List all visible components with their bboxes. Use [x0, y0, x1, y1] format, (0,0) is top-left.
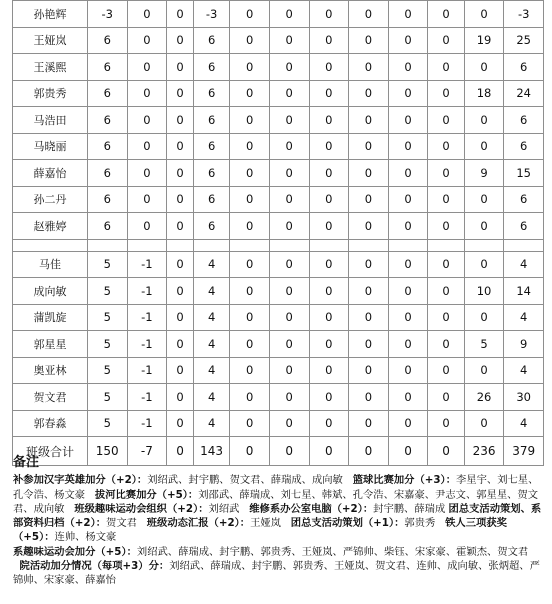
score-cell: 4 [193, 278, 229, 305]
score-cell: 0 [388, 410, 428, 437]
score-cell: 0 [464, 107, 504, 134]
note-heading: 补参加汉字英雄加分（+2）： [13, 474, 148, 487]
table-row [13, 80, 544, 107]
score-cell: 0 [167, 357, 194, 384]
table-row [13, 278, 544, 305]
score-cell: -1 [127, 357, 167, 384]
score-cell: 30 [504, 384, 544, 411]
student-name: 孙艳辉 [13, 1, 88, 28]
score-cell: 4 [193, 251, 229, 278]
score-cell: -1 [127, 251, 167, 278]
score-cell: 0 [428, 27, 464, 54]
score-cell: 0 [269, 213, 309, 240]
score-cell: 0 [388, 186, 428, 213]
score-cell: 0 [388, 213, 428, 240]
score-cell: 0 [428, 186, 464, 213]
score-cell: 0 [230, 1, 270, 28]
notes-section [13, 456, 545, 588]
score-cell: 6 [87, 54, 127, 81]
score-cell: 0 [464, 357, 504, 384]
score-cell: 0 [167, 54, 194, 81]
score-cell: 0 [167, 278, 194, 305]
score-cell: 0 [388, 331, 428, 358]
score-cell: -1 [127, 304, 167, 331]
total-cell: 0 [230, 437, 270, 466]
score-cell: 0 [230, 384, 270, 411]
student-name: 薛嘉怡 [13, 160, 88, 187]
score-cell: 4 [193, 304, 229, 331]
score-cell: 0 [309, 278, 349, 305]
score-cell: 0 [167, 107, 194, 134]
score-cell: -1 [127, 410, 167, 437]
score-table [12, 0, 544, 466]
student-name: 成向敏 [13, 278, 88, 305]
group1-rows [13, 1, 544, 240]
total-cell: 143 [193, 437, 229, 466]
student-name: 奥亚林 [13, 357, 88, 384]
score-cell: 0 [349, 160, 389, 187]
score-cell: 0 [167, 186, 194, 213]
total-cell: 150 [87, 437, 127, 466]
score-cell: 0 [230, 27, 270, 54]
score-cell: 0 [464, 186, 504, 213]
score-cell: 0 [167, 133, 194, 160]
score-cell: 6 [87, 186, 127, 213]
table-row [13, 107, 544, 134]
score-cell: 0 [428, 304, 464, 331]
score-cell: 0 [269, 357, 309, 384]
table-row [13, 251, 544, 278]
note-text: 贺文君 [106, 517, 137, 530]
score-cell: 18 [464, 80, 504, 107]
score-cell: 0 [309, 160, 349, 187]
score-cell: 0 [127, 213, 167, 240]
score-cell: 0 [464, 133, 504, 160]
score-cell: 0 [309, 331, 349, 358]
score-cell: 0 [269, 251, 309, 278]
notes-body [13, 473, 545, 587]
score-cell: 0 [230, 107, 270, 134]
note-text: 王娅岚 [250, 517, 281, 530]
score-cell: 5 [87, 331, 127, 358]
score-cell: 0 [269, 107, 309, 134]
notes-title: 备注 [13, 455, 40, 470]
score-cell: 4 [193, 384, 229, 411]
score-cell: 0 [464, 1, 504, 28]
score-cell: 0 [349, 331, 389, 358]
score-cell: 0 [309, 357, 349, 384]
note-text: 郭贵秀 [404, 517, 436, 530]
score-cell: 0 [349, 384, 389, 411]
score-cell: 0 [349, 213, 389, 240]
score-cell: 0 [464, 410, 504, 437]
score-cell: 6 [193, 186, 229, 213]
score-cell: 0 [349, 304, 389, 331]
score-cell: 0 [388, 54, 428, 81]
note-heading: 维修系办公室电脑（+2）： [249, 502, 374, 515]
score-cell: 0 [230, 304, 270, 331]
score-cell: 0 [309, 107, 349, 134]
score-cell: 0 [127, 1, 167, 28]
score-cell: 6 [504, 54, 544, 81]
score-cell: 4 [193, 357, 229, 384]
score-cell: 0 [428, 1, 464, 28]
score-cell: 6 [87, 27, 127, 54]
score-cell: 0 [388, 278, 428, 305]
score-cell: 0 [428, 384, 464, 411]
score-cell: 0 [230, 133, 270, 160]
table-row [13, 410, 544, 437]
note-heading: 班级动态汇报（+2）： [146, 517, 251, 530]
score-cell: 5 [87, 410, 127, 437]
score-cell: -3 [504, 1, 544, 28]
score-cell: 0 [428, 160, 464, 187]
note-text: 封宇鹏、薛瑞成 [373, 502, 446, 515]
score-cell: 0 [167, 331, 194, 358]
score-cell: 0 [309, 384, 349, 411]
score-cell: 4 [504, 304, 544, 331]
student-name: 王溪熙 [13, 54, 88, 81]
score-cell: 0 [428, 107, 464, 134]
score-cell: 5 [464, 331, 504, 358]
score-cell: 0 [269, 27, 309, 54]
score-cell: 0 [127, 80, 167, 107]
score-cell: 0 [269, 186, 309, 213]
score-cell: 0 [230, 186, 270, 213]
score-cell: 0 [309, 251, 349, 278]
score-cell: 0 [349, 133, 389, 160]
score-cell: 5 [87, 304, 127, 331]
score-cell: 0 [349, 54, 389, 81]
score-cell: 6 [87, 133, 127, 160]
score-cell: 0 [127, 54, 167, 81]
score-cell: 0 [349, 1, 389, 28]
score-cell: 24 [504, 80, 544, 107]
score-cell: 0 [388, 251, 428, 278]
table-row [13, 160, 544, 187]
score-cell: 6 [193, 160, 229, 187]
table-row [13, 27, 544, 54]
score-cell: 0 [230, 80, 270, 107]
score-cell: 0 [269, 331, 309, 358]
score-cell: 0 [127, 133, 167, 160]
score-cell: 0 [230, 331, 270, 358]
score-cell: 0 [388, 357, 428, 384]
score-cell: 0 [269, 278, 309, 305]
score-cell: 0 [269, 384, 309, 411]
score-cell: 0 [428, 410, 464, 437]
score-cell: 0 [167, 304, 194, 331]
score-cell: 4 [504, 357, 544, 384]
note-text: 连帅、杨文豪 [54, 531, 117, 544]
student-name: 赵雅婷 [13, 213, 88, 240]
score-cell: 5 [87, 384, 127, 411]
note-heading: 系趣味运动会加分（+5）： [13, 545, 137, 558]
score-cell: 0 [388, 1, 428, 28]
score-cell: -1 [127, 384, 167, 411]
score-cell: 0 [230, 357, 270, 384]
table-row [13, 384, 544, 411]
score-cell: 15 [504, 160, 544, 187]
score-cell: 0 [167, 251, 194, 278]
score-cell: 0 [349, 186, 389, 213]
score-cell: 0 [349, 410, 389, 437]
score-cell: 0 [464, 213, 504, 240]
score-cell: 0 [127, 186, 167, 213]
score-cell: 6 [504, 107, 544, 134]
score-cell: 0 [464, 54, 504, 81]
student-name: 郭星星 [13, 331, 88, 358]
score-cell: 0 [388, 384, 428, 411]
score-cell: 0 [428, 331, 464, 358]
student-name: 贺文君 [13, 384, 88, 411]
score-cell: 0 [269, 80, 309, 107]
score-cell: 5 [87, 278, 127, 305]
score-cell: 0 [428, 213, 464, 240]
score-cell: 6 [193, 54, 229, 81]
score-cell: 0 [167, 80, 194, 107]
score-cell: 0 [388, 133, 428, 160]
score-cell: 0 [127, 107, 167, 134]
note-heading: 院活动加分情况（每项+3）分： [19, 560, 170, 573]
score-cell: 0 [269, 133, 309, 160]
score-cell: 0 [230, 278, 270, 305]
score-cell: 9 [504, 331, 544, 358]
score-cell: 6 [504, 133, 544, 160]
score-cell: 0 [428, 54, 464, 81]
score-cell: 6 [87, 160, 127, 187]
total-cell: 0 [349, 437, 389, 466]
score-cell: 5 [87, 251, 127, 278]
score-cell: 5 [87, 357, 127, 384]
score-cell: 0 [127, 27, 167, 54]
score-cell: 0 [464, 304, 504, 331]
score-cell: 0 [388, 107, 428, 134]
score-cell: 0 [349, 357, 389, 384]
note-text: 刘绍武、薛瑞成、封宇鹏、郭贵秀、王娅岚、贺文君、连帅、成向敏、张炳超、严锦帅、宋家豪、薛嘉怡 [13, 560, 540, 587]
score-cell: 0 [167, 160, 194, 187]
score-cell: 6 [193, 107, 229, 134]
score-cell: 0 [388, 160, 428, 187]
score-cell: 6 [87, 213, 127, 240]
score-cell: 0 [167, 1, 194, 28]
table-row [13, 213, 544, 240]
score-cell: -1 [127, 331, 167, 358]
table-row [13, 1, 544, 28]
score-cell: 0 [428, 251, 464, 278]
score-cell: 0 [349, 80, 389, 107]
student-name: 孙二丹 [13, 186, 88, 213]
table-row [13, 186, 544, 213]
score-cell: 0 [230, 410, 270, 437]
student-name: 王娅岚 [13, 27, 88, 54]
score-cell: 0 [309, 213, 349, 240]
score-cell: 6 [193, 27, 229, 54]
note-text: 刘绍武 [208, 502, 240, 515]
score-cell: 6 [504, 186, 544, 213]
score-cell: 0 [309, 133, 349, 160]
score-cell: 0 [349, 251, 389, 278]
score-cell: 14 [504, 278, 544, 305]
note-heading: 班级趣味运动会组织（+2）： [74, 502, 209, 515]
score-cell: 10 [464, 278, 504, 305]
score-cell: 0 [167, 384, 194, 411]
student-name: 马佳 [13, 251, 88, 278]
score-cell: 0 [230, 160, 270, 187]
score-cell: 0 [428, 80, 464, 107]
score-cell: 4 [193, 410, 229, 437]
score-cell: 0 [309, 54, 349, 81]
note-text: 李星宇、刘七星、孔令浩、杨文豪 [13, 474, 539, 501]
score-cell: 0 [388, 80, 428, 107]
student-name: 郭贵秀 [13, 80, 88, 107]
table-row [13, 304, 544, 331]
score-cell: 0 [269, 304, 309, 331]
score-cell: 9 [464, 160, 504, 187]
note-heading: 团总支活动策划（+1）： [290, 517, 405, 530]
score-cell: -3 [193, 1, 229, 28]
score-cell: -3 [87, 1, 127, 28]
score-cell: 0 [230, 251, 270, 278]
score-cell: 0 [349, 107, 389, 134]
score-cell: 6 [87, 80, 127, 107]
score-cell: 0 [309, 80, 349, 107]
note-heading: 篮球比赛加分（+3）： [352, 474, 457, 487]
student-name: 郭春淼 [13, 410, 88, 437]
score-cell: 0 [428, 278, 464, 305]
note-heading: 拔河比赛加分（+5）： [94, 488, 199, 501]
score-cell: 0 [428, 133, 464, 160]
student-name: 蒲凯旋 [13, 304, 88, 331]
score-cell: -1 [127, 278, 167, 305]
score-cell: 19 [464, 27, 504, 54]
score-cell: 0 [230, 213, 270, 240]
score-cell: 0 [167, 410, 194, 437]
table-row [13, 357, 544, 384]
note-text: 刘邵武、薛瑞成、刘七星、韩斌、孔令浩、宋嘉豪、尹志文、郭星星、贺文君、成向敏 [13, 488, 539, 515]
score-cell: 6 [193, 80, 229, 107]
table-row [13, 331, 544, 358]
score-cell: 0 [349, 27, 389, 54]
table-row [13, 133, 544, 160]
score-cell: 0 [230, 54, 270, 81]
score-cell: 0 [167, 213, 194, 240]
score-cell: 0 [269, 410, 309, 437]
student-name: 马晓丽 [13, 133, 88, 160]
total-cell: 236 [464, 437, 504, 466]
note-heading: 团总支活动策划、系部资料归档（+2）： [13, 502, 542, 530]
total-cell: 0 [167, 437, 194, 466]
score-cell: 0 [349, 278, 389, 305]
score-cell: 0 [269, 160, 309, 187]
score-cell: 0 [309, 1, 349, 28]
total-cell: 0 [428, 437, 464, 466]
student-name: 马浩田 [13, 107, 88, 134]
score-cell: 0 [309, 410, 349, 437]
score-cell: 6 [193, 213, 229, 240]
group-gap [13, 239, 544, 251]
score-cell: 6 [193, 133, 229, 160]
total-cell: 379 [504, 437, 544, 466]
score-cell: 6 [504, 213, 544, 240]
note-text: 刘绍武、薛瑞成、封宇鹏、郭贵秀、王娅岚、严锦帅、柴钰、宋家豪、霍颖杰、贺文君 [136, 545, 529, 558]
total-cell: -7 [127, 437, 167, 466]
score-cell: 4 [504, 251, 544, 278]
score-cell: 0 [464, 251, 504, 278]
score-cell: 0 [428, 357, 464, 384]
score-cell: 0 [127, 160, 167, 187]
score-cell: 25 [504, 27, 544, 54]
score-cell: 0 [309, 186, 349, 213]
table-row [13, 54, 544, 81]
score-cell: 4 [504, 410, 544, 437]
score-cell: 0 [388, 304, 428, 331]
score-cell: 0 [167, 27, 194, 54]
score-cell: 0 [388, 27, 428, 54]
score-cell: 0 [309, 27, 349, 54]
group2-rows [13, 251, 544, 437]
total-label: 班级合计 [13, 437, 88, 466]
total-cell: 0 [388, 437, 428, 466]
score-cell: 6 [87, 107, 127, 134]
score-cell: 26 [464, 384, 504, 411]
total-cell: 0 [309, 437, 349, 466]
score-cell: 0 [269, 1, 309, 28]
score-cell: 0 [309, 304, 349, 331]
score-cell: 4 [193, 331, 229, 358]
score-cell: 0 [269, 54, 309, 81]
note-heading: 铁人三项获奖（+5）： [13, 517, 507, 544]
total-cell: 0 [269, 437, 309, 466]
note-text: 刘绍武、封宇鹏、贺文君、薛瑞成、成向敏 [147, 474, 343, 487]
